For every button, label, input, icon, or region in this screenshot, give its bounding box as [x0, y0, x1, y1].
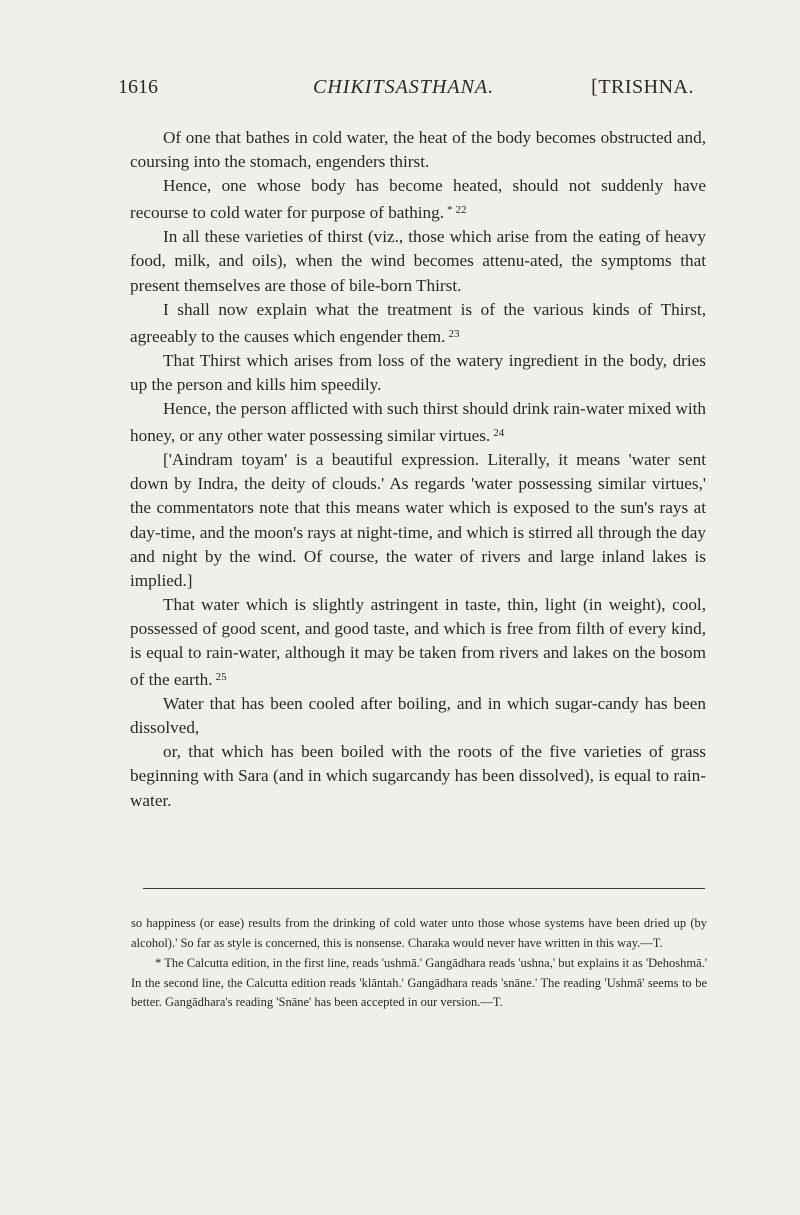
- footnote: * The Calcutta edition, in the first line, reads 'ushmā.' Gangādhara reads 'ushna,' but explains it as 'Dehoshmā.' In the second line, the Calcutta edition reads 'klāntah.' Gangādhara reads 'snāne.' The reading 'Ushmā' seems to be better. Gangādhara's reading 'Snāne' has been accepted in our version.—T.: [131, 956, 707, 1009]
- footnotes: [131, 914, 707, 1013]
- verse-number: 25: [215, 671, 227, 684]
- footnote-marker: *: [447, 204, 453, 217]
- paragraph: I shall now explain what the treatment is of the various kinds of Thirst, agreeably to the causes which engender them. $^{23}$: [130, 299, 706, 346]
- footnote-divider: [143, 888, 705, 889]
- running-header: [118, 76, 694, 100]
- verse-number: 24: [493, 427, 505, 440]
- verse-number: 23: [448, 327, 460, 340]
- verse-number: 22: [455, 204, 467, 217]
- main-text: [130, 126, 706, 813]
- footnote: so happiness (or ease) results from the drinking of cold water unto those whose systems have been dried up (by alcohol).' So far as style is concerned, this is nonsense. Charaka would never have written in this way.—T.: [131, 916, 707, 950]
- paragraph: Hence, the person afflicted with such thirst should drink rain-water mixed with honey, or any other water possessing similar virtues. $^{24}$: [130, 399, 706, 446]
- section-title: [TRISHNA.: [591, 76, 694, 98]
- paragraph: Water that has been cooled after boiling, and in which sugar-candy has been dissolved,: [130, 694, 706, 738]
- paragraph: or, that which has been boiled with the roots of the five varieties of grass beginning with Sara (and in which sugarcandy has been dissolved), is equal to rain-water.: [130, 742, 706, 810]
- page-number: 1616: [118, 76, 158, 98]
- paragraph: Hence, one whose body has become heated, should not suddenly have recourse to cold water for purpose of bathing. * $^{22}$: [130, 176, 706, 223]
- paragraph: ['Aindram toyam' is a beautiful expression. Literally, it means 'water sent down by Indra, the deity of clouds.' As regards 'water possessing similar virtues,' the commentators note that this means water which is exposed to the sun's rays at day-time, and the moon's rays at night-time, and which is stirred all through the day and night by the wind. Of course, the water of rivers and large inland lakes is implied.]: [130, 450, 706, 590]
- paragraph: That water which is slightly astringent in taste, thin, light (in weight), cool, possessed of good scent, and good taste, and which is free from filth of every kind, is equal to rain-water, although it may be taken from rivers and lakes on the bosom of the earth. $^{25}$: [130, 594, 706, 690]
- paragraph: That Thirst which arises from loss of the watery ingredient in the body, dries up the person and kills him speedily.: [130, 350, 706, 394]
- chapter-title: CHIKITSASTHANA.: [313, 76, 495, 98]
- paragraph: In all these varieties of thirst (viz., those which arise from the eating of heavy food, milk, and oils), when the wind becomes attenu-ated, the symptoms that present themselves are those of bile-born Thirst.: [130, 227, 706, 295]
- paragraph: Of one that bathes in cold water, the heat of the body becomes obstructed and, coursing into the stomach, engenders thirst.: [130, 128, 706, 172]
